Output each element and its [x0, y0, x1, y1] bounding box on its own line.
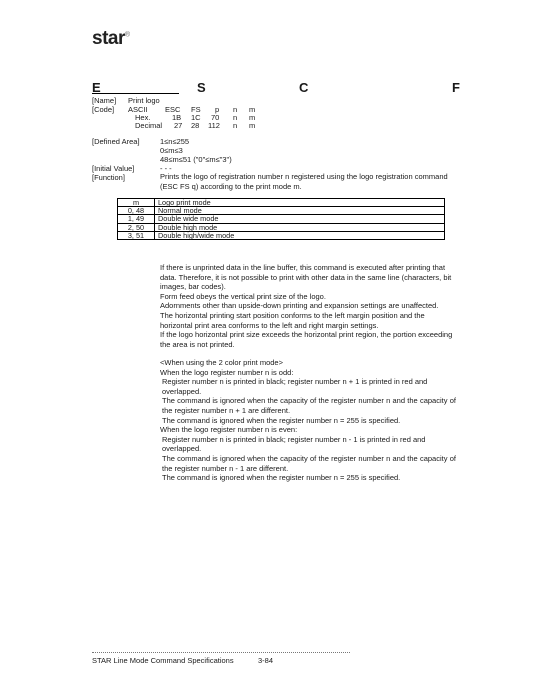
table-cell-mode: Double high mode: [155, 223, 445, 231]
odd-item: The command is ignored when the capacity of the register number n and the capacity of the register number n + 1 are different.: [162, 396, 456, 415]
command-letter-e: E: [92, 80, 101, 95]
table-cell-m: 3, 51: [118, 231, 155, 239]
initial-value-label: [Initial Value]: [92, 164, 135, 173]
note-horizontal-start: The horizontal printing start position conforms to the left margin position and the horizontal print area conforms to the left and right margin settings.: [160, 310, 425, 330]
defined-area-m-ascii: 48≤m≤51 ("0"≤m≤"3"): [160, 155, 232, 164]
footer-page-number: 3-84: [258, 656, 274, 665]
command-letter-f: F: [452, 80, 460, 95]
command-letter-s: S: [197, 80, 206, 95]
two-color-section: [160, 358, 456, 483]
code-decimal-112: 112: [208, 121, 220, 130]
code-decimal-m: m: [249, 121, 256, 130]
footer-divider: [92, 652, 350, 653]
code-decimal-27: 27: [174, 121, 183, 130]
name-label: [Name]: [92, 96, 117, 105]
function-label: [Function]: [92, 173, 125, 182]
code-hex-n: n: [233, 113, 238, 122]
code-hex-label: Hex.: [135, 113, 151, 122]
name-value: Print logo: [128, 96, 160, 105]
logo-mark: ®: [124, 31, 130, 39]
code-ascii-esc: ESC: [165, 105, 181, 114]
defined-area-m: 0≤m≤3: [160, 146, 183, 155]
table-cell-mode: Normal mode: [155, 207, 445, 215]
even-item: The command is ignored when the capacity of the register number n and the capacity of the register number n - 1 are different.: [162, 453, 456, 473]
command-letter-c: C: [299, 80, 309, 95]
odd-item: The command is ignored when the register number n = 255 is specified.: [162, 415, 401, 425]
odd-item: Register number n is printed in black; register number n + 1 is printed in red and overlapped.: [162, 377, 428, 396]
table-cell-m: 0, 48: [118, 207, 155, 215]
code-ascii-fs: FS: [191, 105, 201, 114]
notes-section: [160, 263, 456, 349]
table-header-m: m: [118, 199, 155, 207]
code-ascii-n: n: [233, 105, 238, 114]
note-horizontal-size: If the logo horizontal print size exceeds the horizontal print region, the portion exceeding the area is not printed.: [160, 330, 453, 349]
defined-area-n: 1≤n≤255: [160, 137, 190, 146]
heading-underline: [92, 93, 179, 94]
even-item: The command is ignored when the register number n = 255 is specified.: [162, 473, 401, 483]
code-decimal-label: Decimal: [135, 121, 163, 130]
code-decimal-28: 28: [191, 121, 200, 130]
table-row: [118, 215, 445, 223]
logo-print-mode-table: [117, 198, 445, 240]
defined-area-label: [Defined Area]: [92, 137, 140, 146]
table-row: [118, 231, 445, 239]
code-hex-1b: 1B: [172, 113, 182, 122]
table-cell-m: 1, 49: [118, 215, 155, 223]
code-hex-m: m: [249, 113, 256, 122]
logo-text: star: [92, 28, 125, 49]
table-cell-mode: Double high/wide mode: [155, 231, 445, 239]
note-form-feed: Form feed obeys the vertical print size of the logo.: [160, 291, 326, 301]
code-hex-1c: 1C: [191, 113, 201, 122]
table-cell-m: 2, 50: [118, 223, 155, 231]
table-cell-mode: Double wide mode: [155, 215, 445, 223]
even-item: Register number n is printed in black; register number n - 1 is printed in red and overlapped.: [162, 434, 426, 454]
initial-value: - - -: [160, 164, 172, 173]
footer-title: STAR Line Mode Command Specifications: [92, 656, 234, 665]
code-label: [Code]: [92, 105, 115, 114]
even-title: When the logo register number n is even:: [160, 425, 298, 435]
note-line-buffer: If there is unprinted data in the line buffer, this command is executed after printing that data. Therefore, it is not possible to print with other data in the same line (characters, bit images, bar codes).: [160, 263, 452, 292]
code-hex-70: 70: [211, 113, 220, 122]
code-decimal-n: n: [233, 121, 238, 130]
two-color-title: <When using the 2 color print mode>: [160, 358, 283, 367]
note-adornments: Adornments other than upside-down printing and expansion settings are unaffected.: [160, 301, 439, 311]
code-ascii-m: m: [249, 105, 256, 114]
code-ascii-p: p: [215, 105, 220, 114]
star-logo: [92, 28, 130, 50]
table-header-mode: Logo print mode: [155, 199, 445, 207]
odd-title: When the logo register number n is odd:: [160, 367, 294, 377]
code-ascii-label: ASCII: [128, 105, 148, 114]
function-text: Prints the logo of registration number n registered using the logo registration command (ESC FS q) according to the print mode m.: [160, 172, 448, 191]
